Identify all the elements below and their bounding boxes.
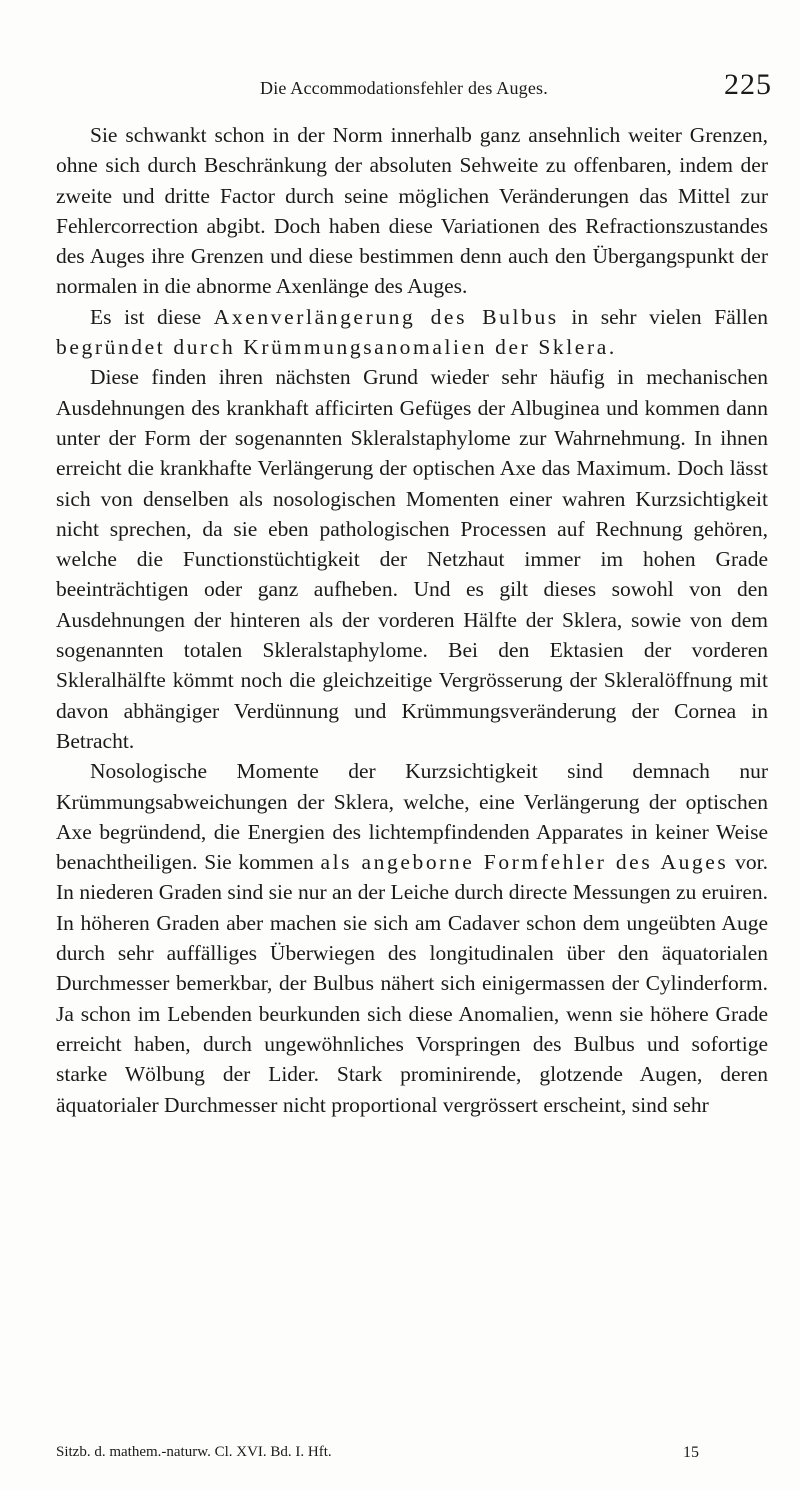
footer-citation: Sitzb. d. mathem.-naturw. Cl. XVI. Bd. I. Hft. — [56, 1444, 332, 1460]
text-run: Nosologische Momente der Kurzsichtigkeit sind demnach nur Krümmungsabweichungen der Sklera, welche, eine Verlängerung der optischen Axe begründend, die Energien des lichtempfindenden Apparates in keiner Weise benachtheiligen. Sie kommen — [56, 759, 768, 875]
paragraph — [56, 120, 768, 302]
paragraph — [56, 362, 768, 756]
text-run: . — [608, 335, 615, 360]
text-run: Es ist diese — [90, 304, 214, 329]
text-run: Sie schwankt schon in der Norm innerhalb ganz ansehnlich weiter Grenzen, ohne sich durch Beschränkung der absoluten Sehweite zu offenbaren, indem der zweite und dritte Factor durch seine möglichen Veränderungen das Mittel zur Fehlercorrection abgibt. Doch haben diese Variationen des Refractionszustandes des Auges ihre Grenzen und diese bestimmen denn auch den Übergangspunkt der normalen in die abnorme Axenlänge des Auges. — [56, 123, 768, 299]
body-text — [56, 120, 768, 1120]
text-run: vor. In niederen Graden sind sie nur an der Leiche durch directe Messungen zu eruiren. In höheren Graden aber machen sie sich am Cadaver schon dem ungeübten Auge durch sehr auffälliges Überwiegen des longitudinalen über den äquatorialen Durchmesser bemerkbar, der Bulbus nähert sich einigermassen der Cylinderform. Ja schon im Lebenden beurkunden sich diese Anomalien, wenn sie höhere Grade erreicht haben, durch ungewöhnliches Vorspringen des Bulbus und sofortige starke Wölbung der Lider. Stark prominirende, glotzende Augen, deren äquatorialer Durchmesser nicht proportional vergrössert erscheint, sind sehr — [56, 850, 769, 1117]
text-run: Diese finden ihren nächsten Grund wieder sehr häufig in mechanischen Ausdehnungen des krankhaft afficirten Gefüges der Albuginea und kommen dann unter der Form der sogenannten Skleralstaphylome zur Wahrnehmung. In ihnen erreicht die krankhafte Verlängerung der optischen Axe das Maximum. Doch lässt sich von denselben als nosologischen Momenten einer wahren Kurzsichtigkeit nicht sprechen, da sie eben pathologischen Processen auf Rechnung gehören, welche die Functionstüchtigkeit der Netzhaut immer im hohen Grade beeinträchtigen oder ganz aufheben. Und es gilt dieses sowohl von den Ausdehnungen der hinteren als der vorderen Hälfte der Sklera, sowie von dem sogenannten totalen Skleralstaphylome. Bei den Ektasien der vorderen Skleralhälfte kömmt noch die gleichzeitige Vergrösserung der Skleralöffnung mit davon abhängiger Verdünnung und Krümmungsveränderung der Cornea in Betracht. — [56, 365, 768, 753]
emphasized-text: begründet durch Krümmungsanomalien der Sklera — [56, 335, 609, 360]
page-header — [60, 68, 780, 110]
page-number: 225 — [724, 68, 772, 101]
paragraph — [56, 302, 768, 363]
emphasized-text: Axenverlängerung des Bulbus — [213, 304, 559, 329]
signature-mark: 15 — [683, 1444, 699, 1461]
text-run: in sehr vielen Fällen — [558, 304, 768, 329]
page-footer — [56, 1444, 768, 1468]
emphasized-text: als angeborne Formfehler des Auges — [320, 850, 729, 875]
paragraph — [56, 756, 768, 1120]
running-title: Die Accommodationsfehler des Auges. — [260, 78, 548, 98]
